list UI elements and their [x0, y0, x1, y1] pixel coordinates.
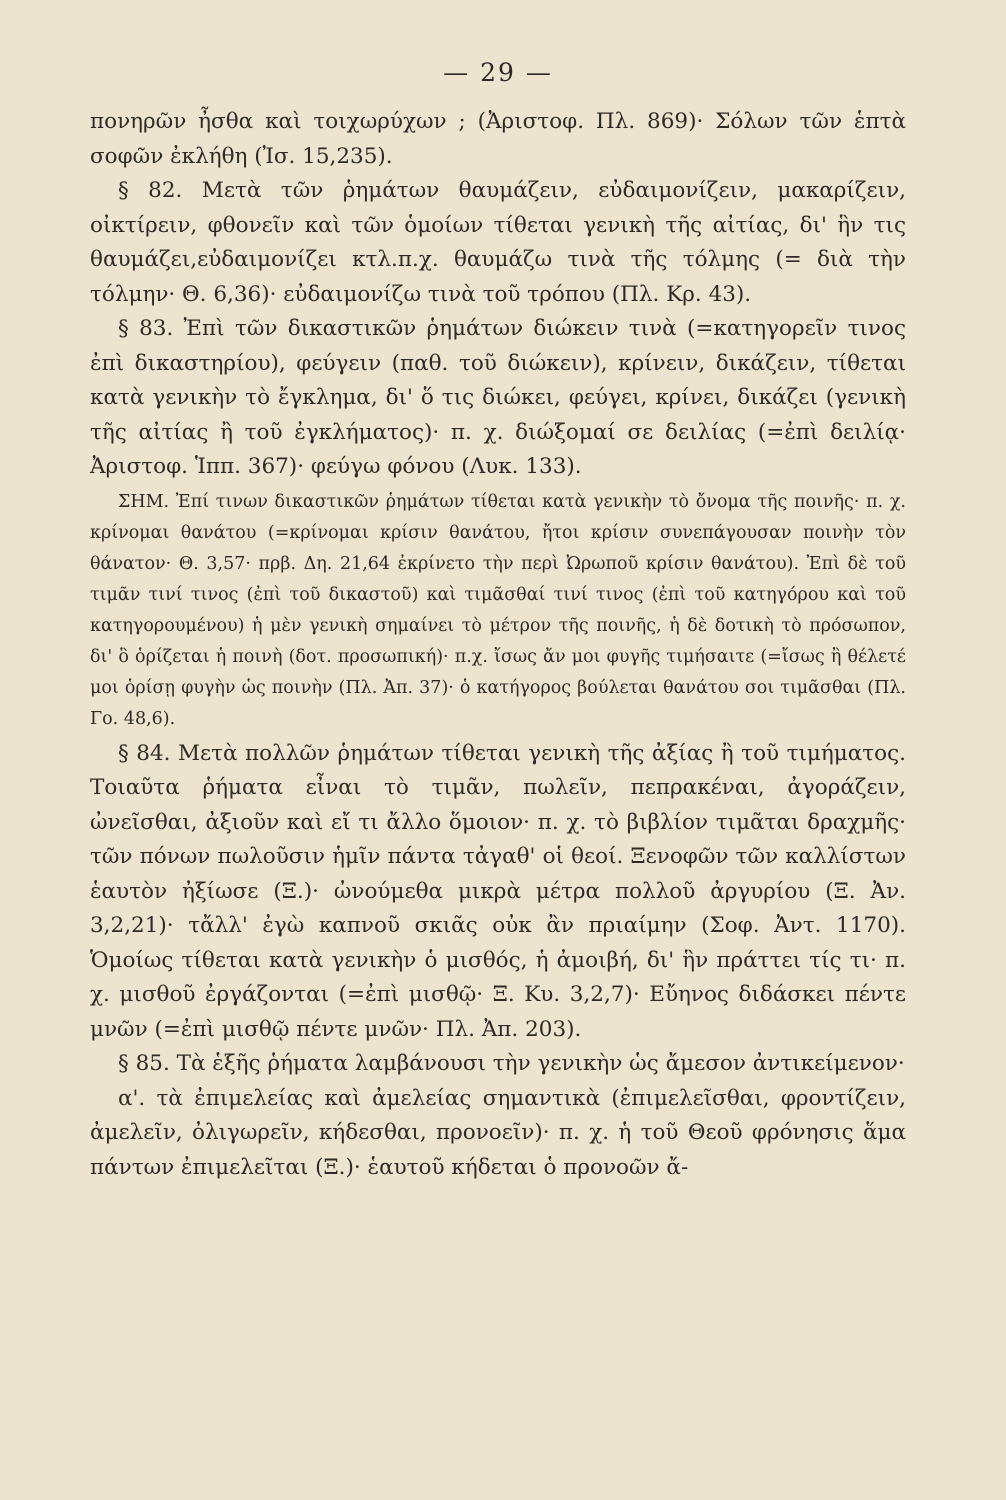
- paragraph-continuation: πονηρῶν ἦσθα καὶ τοιχωρύχων ; (Ἀριστοφ. Πλ. 869)· Σόλων τῶν ἑπτὰ σοφῶν ἐκλήθη (Ἰσ. 15,235).: [90, 109, 906, 169]
- paragraph-section-82: § 82. Μετὰ τῶν ῥημάτων θαυμάζειν, εὐδαιμονίζειν, μακαρίζειν, οἰκτίρειν, φθονεῖν καὶ τῶν ὁμοίων τίθεται γενικὴ τῆς αἰτίας, δι' ἣν τις θαυμάζει,εὐδαιμονίζει κτλ.π.χ. θαυμάζω τινὰ τῆς τόλμης (= διὰ τὴν τόλμην· Θ. 6,36)· εὐδαιμονίζω τινὰ τοῦ τρόπου (Πλ. Κρ. 43).: [90, 178, 906, 307]
- paragraph-section-83: § 83. Ἐπὶ τῶν δικαστικῶν ῥημάτων διώκειν τινὰ (=κατηγορεῖν τινος ἐπὶ δικαστηρίου), φεύγειν (παθ. τοῦ διώκειν), κρίνειν, δικάζειν, τίθεται κατὰ γενικὴν τὸ ἔγκλημα, δι' ὅ τις διώκει, φεύγει, κρίνει, δικάζει (γενικὴ τῆς αἰτίας ἢ τοῦ ἐγκλήματος)· π. χ. διώξομαί σε δειλίας (=ἐπὶ δειλίᾳ· Ἀριστοφ. Ἱππ. 367)· φεύγω φόνου (Λυκ. 133).: [90, 316, 906, 479]
- paragraph-section-84: § 84. Μετὰ πολλῶν ῥημάτων τίθεται γενικὴ τῆς ἀξίας ἢ τοῦ τιμήματος. Τοιαῦτα ῥήματα εἶναι τὸ τιμᾶν, πωλεῖν, πεπρακέναι, ἀγοράζειν, ὠνεῖσθαι, ἀξιοῦν καὶ εἴ τι ἄλλο ὅμοιον· π. χ. τὸ βιβλίον τιμᾶται δραχμῆς· τῶν πόνων πωλοῦσιν ἡμῖν πάντα τἀγαθ' οἱ θεοί. Ξενοφῶν τῶν καλλίστων ἑαυτὸν ἠξίωσε (Ξ.)· ὠνούμεθα μικρὰ μέτρα πολλοῦ ἀργυρίου (Ξ. Ἀν. 3,2,21)· τἄλλ' ἐγὼ καπνοῦ σκιᾶς οὐκ ἂν πριαίμην (Σοφ. Ἀντ. 1170). Ὁμοίως τίθεται κατὰ γενικὴν ὁ μισθός, ἡ ἀμοιβή, δι' ἣν πράττει τίς τι· π. χ. μισθοῦ ἐργάζονται (=ἐπὶ μισθῷ· Ξ. Κυ. 3,2,7)· Εὔηνος διδάσκει πέντε μνῶν (=ἐπὶ μισθῷ πέντε μνῶν· Πλ. Ἀπ. 203).: [90, 740, 906, 1042]
- paragraph-section-85: § 85. Τὰ ἑξῆς ῥήματα λαμβάνουσι τὴν γενικὴν ὡς ἄμεσον ἀντικείμενον·: [118, 1051, 905, 1076]
- paragraph-section-85-a: α'. τὰ ἐπιμελείας καὶ ἀμελείας σημαντικὰ (ἐπιμελεῖσθαι, φροντίζειν, ἀμελεῖν, ὀλιγωρεῖν, κήδεσθαι, προνοεῖν)· π. χ. ἡ τοῦ Θεοῦ φρόνησις ἅμα πάντων ἐπιμελεῖται (Ξ.)· ἑαυτοῦ κήδεται ὁ προνοῶν ἄ-: [90, 1085, 906, 1180]
- note-paragraph: ΣΗΜ. Ἐπί τινων δικαστικῶν ῥημάτων τίθεται κατὰ γενικὴν τὸ ὄνομα τῆς ποινῆς· π. χ. κρίνομαι θανάτου (=κρίνομαι κρίσιν θανάτου, ἤτοι κρίσιν συνεπάγουσαν ποινὴν τὸν θάνατον· Θ. 3,57· πρβ. Δη. 21,64 ἐκρίνετο τὴν περὶ Ὠρωποῦ κρίσιν θανάτου). Ἐπὶ δὲ τοῦ τιμᾶν τινί τινος (ἐπὶ τοῦ δικαστοῦ) καὶ τιμᾶσθαί τινί τινος (ἐπὶ τοῦ κατηγόρου καὶ τοῦ κατηγορουμένου) ἡ μὲν γενικὴ σημαίνει τὸ μέτρον τῆς ποινῆς, ἡ δὲ δοτικὴ τὸ πρόσωπον, δι' ὃ ὁρίζεται ἡ ποινὴ (δοτ. προσωπική)· π.χ. ἴσως ἄν μοι φυγῆς τιμήσαιτε (=ἴσως ἢ θέλετέ μοι ὁρίσῃ φυγὴν ὡς ποινὴν (Πλ. Ἀπ. 37)· ὁ κατήγορος βούλεται θανάτου σοι τιμᾶσθαι (Πλ. Γο. 48,6).: [90, 491, 906, 729]
- page-number: — 29 —: [443, 58, 553, 87]
